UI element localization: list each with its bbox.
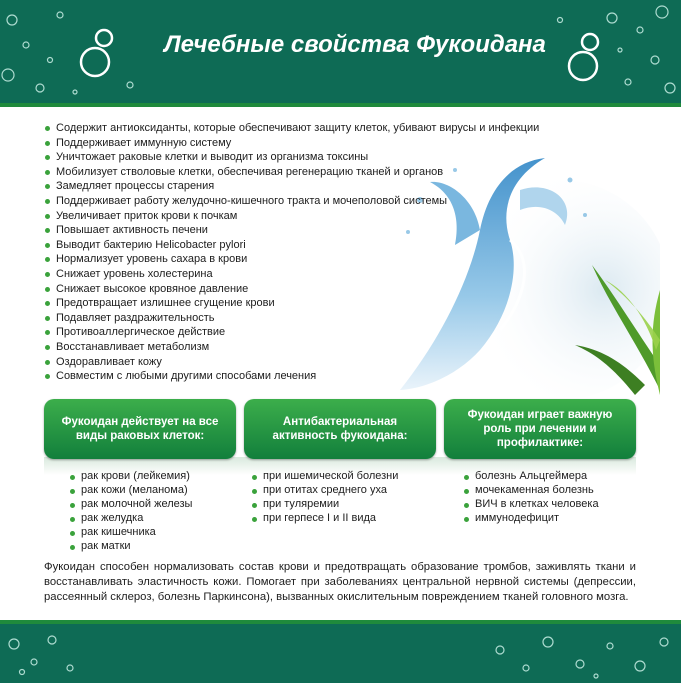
list-item: мочекаменная болезнь xyxy=(464,484,599,498)
bubbles-decoration-icon xyxy=(0,624,681,683)
list-item: Противоаллергическое действие xyxy=(44,325,539,340)
page-title: Лечебные свойства Фукоидана xyxy=(164,31,546,58)
list-item: Совместим с любыми другими способами лечения xyxy=(44,369,539,384)
list-item: рак желудка xyxy=(70,512,192,526)
heading-box-prevention xyxy=(444,399,636,459)
list-item: Уничтожает раковые клетки и выводит из организма токсины xyxy=(44,150,539,165)
list-item: Мобилизует стволовые клетки, обеспечивая регенерацию тканей и органов xyxy=(44,165,539,180)
list-item: Поддерживает работу желудочно-кишечного тракта и мочеполовой системы xyxy=(44,194,539,209)
list-item: Снижает уровень холестерина xyxy=(44,267,539,282)
list-item: рак матки xyxy=(70,540,192,554)
list-item: Выводит бактерию Helicobacter pylori xyxy=(44,238,539,253)
cancer-types-list xyxy=(70,470,192,553)
list-item: Замедляет процессы старения xyxy=(44,179,539,194)
list-item: Содержит антиоксиданты, которые обеспечивают защиту клеток, убивают вирусы и инфекции xyxy=(44,121,539,136)
list-item: Повышает активность печени xyxy=(44,223,539,238)
heading-box-antibacterial xyxy=(244,399,436,459)
antibacterial-list xyxy=(252,470,398,526)
list-item: при отитах среднего уха xyxy=(252,484,398,498)
list-item: Восстанавливает метаболизм xyxy=(44,340,539,355)
list-item: Увеличивает приток крови к почкам xyxy=(44,209,539,224)
list-item: болезнь Альцгеймера xyxy=(464,470,599,484)
heading-box-label: Фукоидан действует на все виды раковых клеток: xyxy=(61,416,219,442)
footer-banner xyxy=(0,624,681,683)
list-item: при герпесе I и II вида xyxy=(252,512,398,526)
list-item: ВИЧ в клетках человека xyxy=(464,498,599,512)
header-banner xyxy=(0,0,681,103)
heading-box-cancer xyxy=(44,399,236,459)
summary-paragraph: Фукоидан способен нормализовать состав крови и предотвращать образование тромбов, заживлять ткани и восстанавливать эластичность кожи. Помогает при заболеваниях центральной нервной системы (депрессии, рассеянный склероз, болезнь Паркинсона), вызванных окислительным повреждением тканей головного мозга. xyxy=(44,561,636,603)
list-item: Предотвращает излишнее сгущение крови xyxy=(44,296,539,311)
header-divider xyxy=(0,103,681,107)
list-item: иммунодефицит xyxy=(464,512,599,526)
list-item: Поддерживает иммунную систему xyxy=(44,136,539,151)
list-item: Подавляет раздражительность xyxy=(44,311,539,326)
properties-list xyxy=(44,121,539,384)
list-item: Оздоравливает кожу xyxy=(44,355,539,370)
list-item: Снижает высокое кровяное давление xyxy=(44,282,539,297)
list-item: при туляремии xyxy=(252,498,398,512)
list-item: рак молочной железы xyxy=(70,498,192,512)
list-item: Нормализует уровень сахара в крови xyxy=(44,252,539,267)
list-item: рак кишечника xyxy=(70,526,192,540)
heading-box-label: Антибактериальная активность фукоидана: xyxy=(272,416,408,442)
prevention-list xyxy=(464,470,599,526)
list-item: рак крови (лейкемия) xyxy=(70,470,192,484)
heading-box-label: Фукоидан играет важную роль при лечении и профилактике: xyxy=(467,409,613,449)
list-item: рак кожи (меланома) xyxy=(70,484,192,498)
list-item: при ишемической болезни xyxy=(252,470,398,484)
